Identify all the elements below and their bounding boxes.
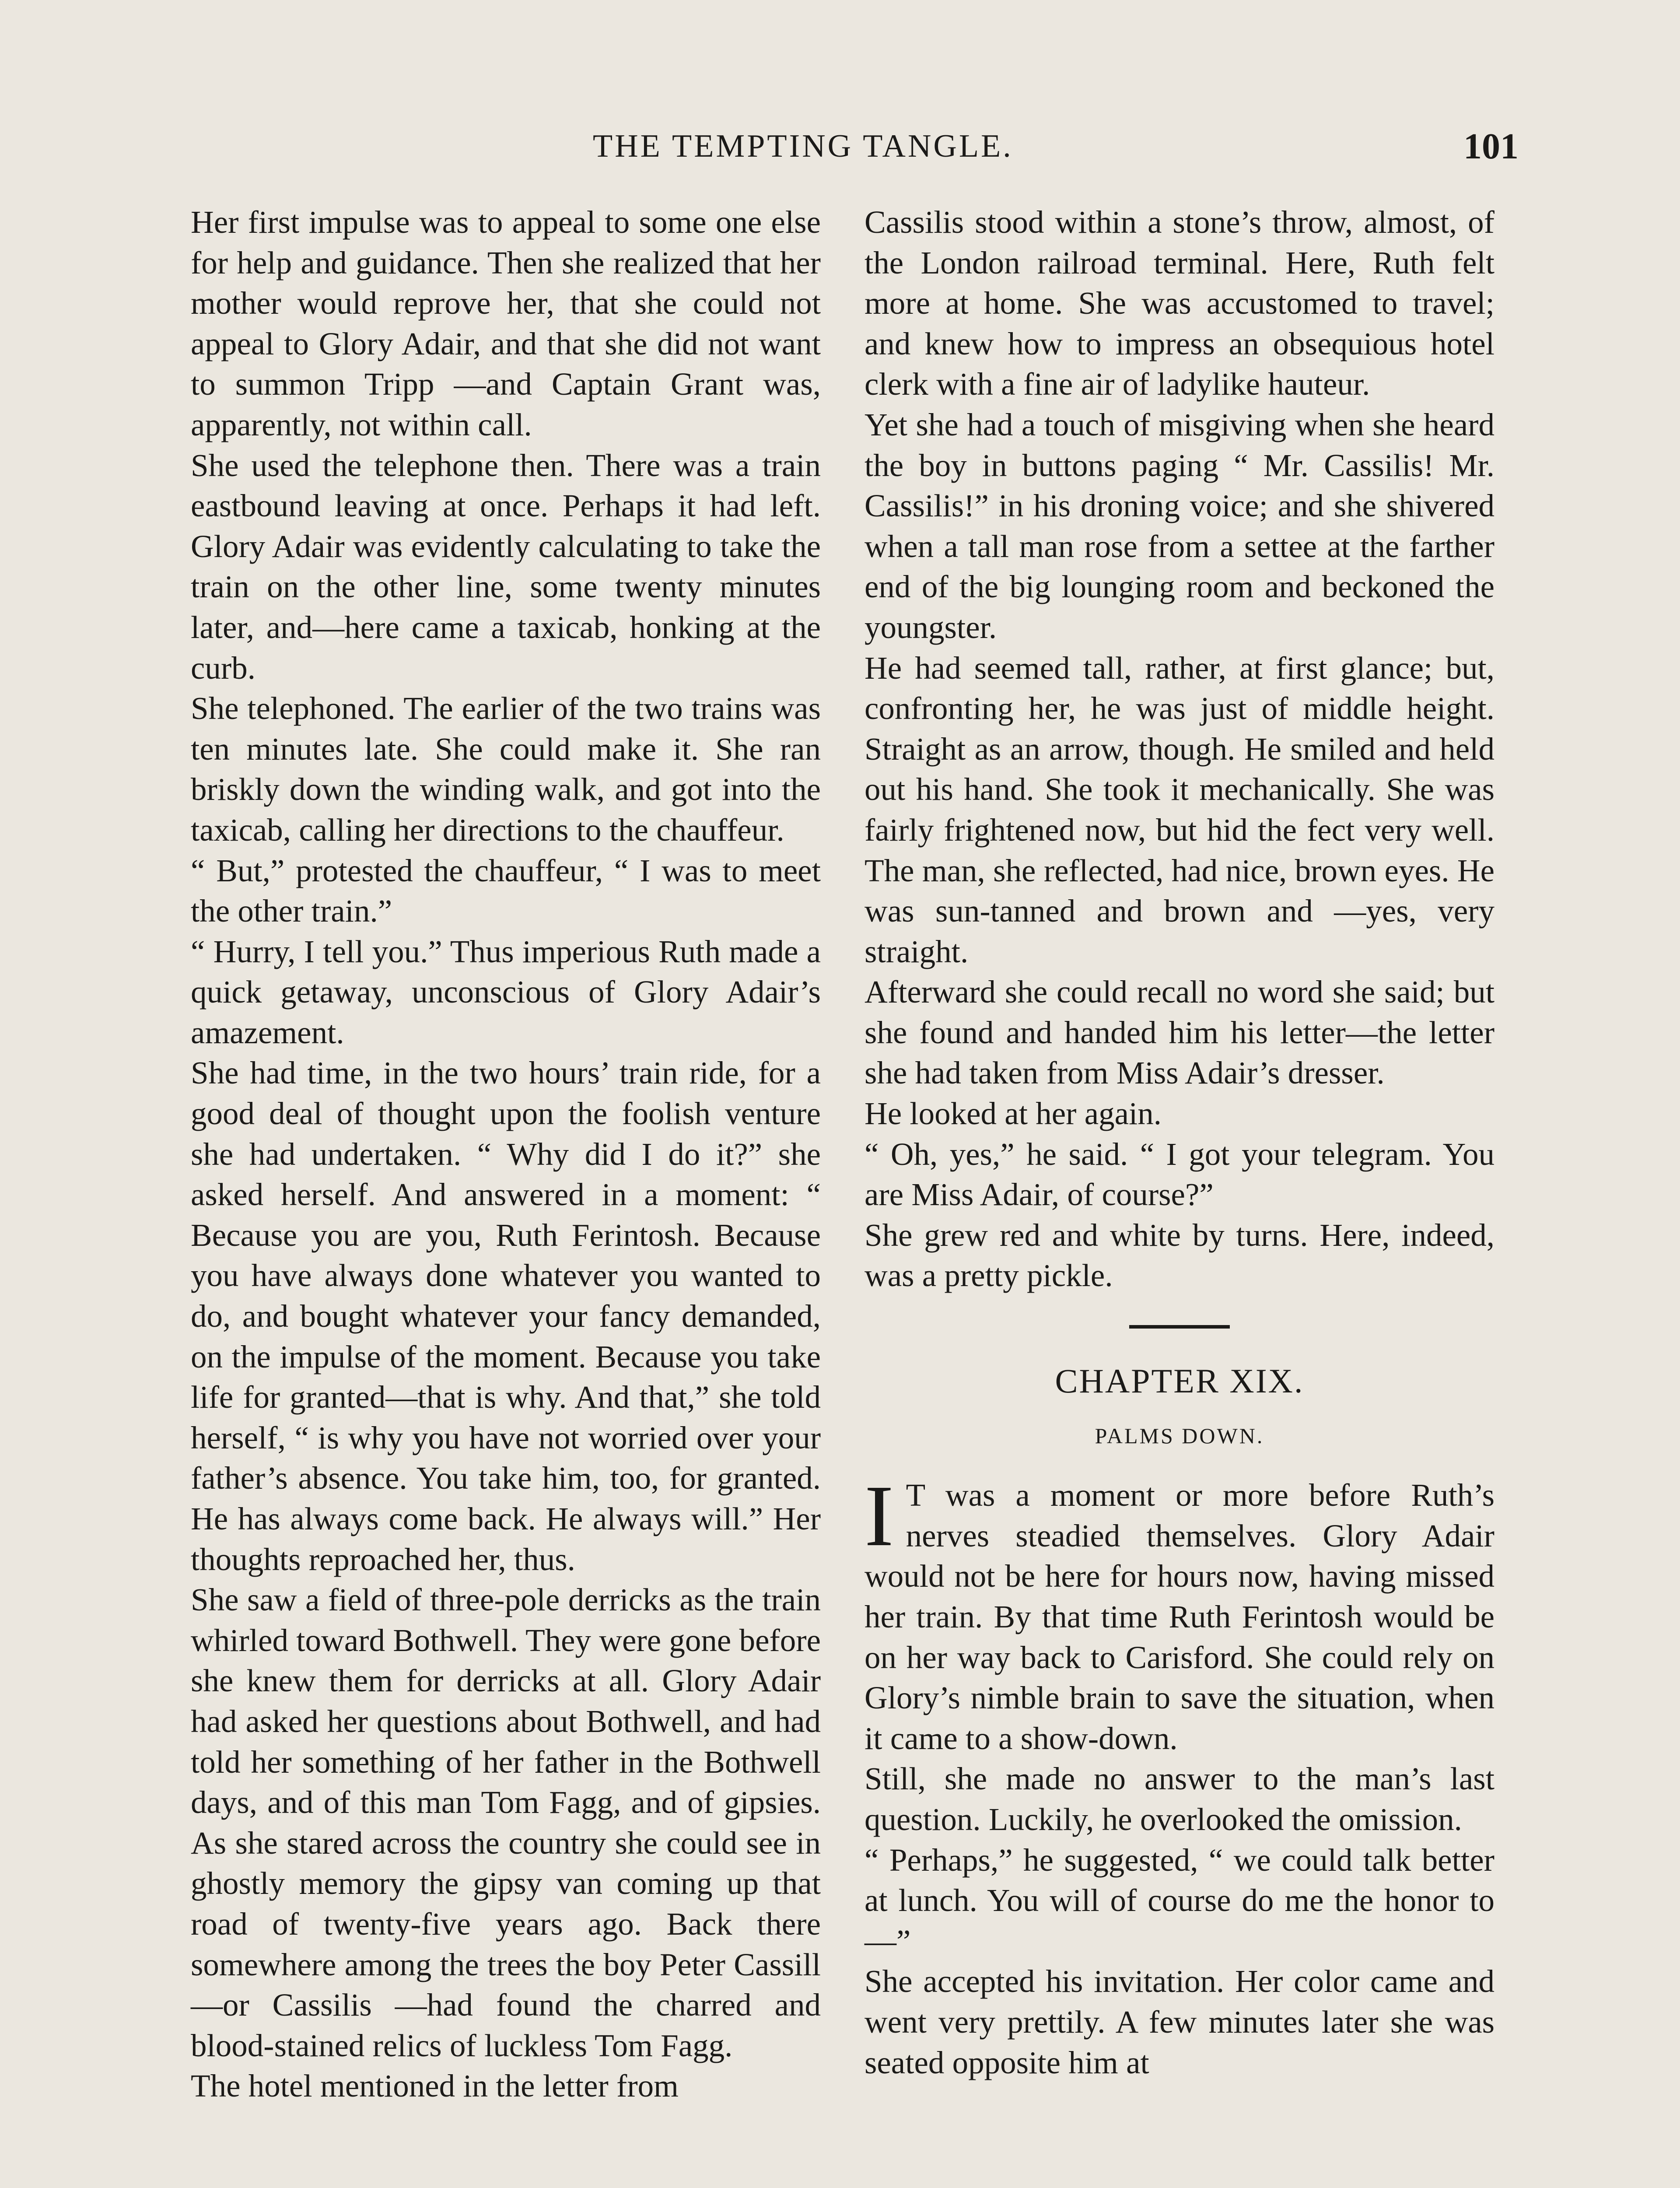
paragraph: Cassilis stood within a stone’s throw, almost, of the London railroad terminal. Here, Ruth felt more at home. She was accustomed to travel; and knew how to impress an obsequious hotel clerk with a fine air of ladylike hauteur.	[864, 204, 1494, 402]
paragraph: “ Oh, yes,” he said. “ I got your telegram. You are Miss Adair, of course?”	[864, 1136, 1494, 1213]
chapter-opening-text: T was a moment or more before Ruth’s nerves steadied themselves. Glory Adair would not be here for hours now, having missed her train. By that time Ruth Ferintosh would be on her way back to Carisford. She could rely on Glory’s nimble brain to save the situation, when it came to a show-down.	[864, 1477, 1494, 1756]
running-head	[0, 128, 1680, 172]
right-column	[864, 202, 1494, 2083]
paragraph: “ Perhaps,” he suggested, “ we could talk better at lunch. You will of course do me the honor to—”	[864, 1842, 1494, 1959]
running-title: THE TEMPTING TANGLE.	[593, 128, 1013, 164]
chapter-opening-paragraph	[864, 1468, 1494, 1759]
paragraph: Yet she had a touch of misgiving when she heard the boy in buttons paging “ Mr. Cassilis! Mr. Cassilis!” in his droning voice; and she shivered when a tall man rose from a settee at the farther end of the big lounging room and beckoned the youngster.	[864, 407, 1494, 645]
chapter-title: CHAPTER XIX.	[1055, 1362, 1304, 1400]
paragraph: She had time, in the two hours’ train ride, for a good deal of thought upon the foolish venture she had undertaken. “ Why did I do it?” she asked herself. And answered in a moment: “ Because you are you, Ruth Ferintosh. Because you have always done whatever you wanted to do, and bought whatever your fancy demanded, on the impulse of the moment. Because you take life for granted—that is why. And that,” she told herself, “ is why you have not worried over your father’s absence. You take him, too, for granted. He has always come back. He always will.” Her thoughts reproached her, thus.	[191, 1055, 821, 1577]
paragraph: Still, she made no answer to the man’s last question. Luckily, he overlooked the omission.	[864, 1761, 1494, 1837]
paragraph: Afterward she could recall no word she said; but she found and handed him his letter—the letter she had taken from Miss Adair’s dresser.	[864, 974, 1494, 1091]
page-number: 101	[1463, 126, 1519, 167]
paragraph: “ But,” protested the chauffeur, “ I was to meet the other train.”	[191, 852, 821, 929]
paragraph: She grew red and white by turns. Here, indeed, was a pretty pickle.	[864, 1217, 1494, 1294]
paragraph: “ Hurry, I tell you.” Thus imperious Ruth made a quick getaway, unconscious of Glory Adair’s amazement.	[191, 933, 821, 1050]
paragraph: She saw a field of three-pole derricks as the train whirled toward Bothwell. They were gone before she knew them for derricks at all. Glory Adair had asked her questions about Bothwell, and had told her something of her father in the Bothwell days, and of this man Tom Fagg, and of gipsies. As she stared across the country she could see in ghostly memory the gipsy van coming up that road of twenty-five years ago. Back there somewhere among the trees the boy Peter Cassill—or Cassilis —had found the charred and blood-stained relics of luckless Tom Fagg.	[191, 1582, 821, 2063]
paragraph: She telephoned. The earlier of the two trains was ten minutes late. She could make it. She ran briskly down the winding walk, and got into the taxicab, calling her directions to the chauffeur.	[191, 691, 821, 848]
paragraph: He looked at her again.	[864, 1096, 1162, 1132]
paragraph: She accepted his invitation. Her color came and went very prettily. A few minutes later she was seated opposite him at	[864, 1964, 1494, 2080]
paragraph: The hotel mentioned in the letter from	[191, 2068, 679, 2104]
left-column	[191, 202, 821, 2107]
paragraph: She used the telephone then. There was a train eastbound leaving at once. Perhaps it had left. Glory Adair was evidently calculating to take the train on the other line, some twenty minutes later, and—here came a taxicab, honking at the curb.	[191, 447, 821, 686]
paragraph: He had seemed tall, rather, at first glance; but, confronting her, he was just of middle height. Straight as an arrow, though. He smiled and held out his hand. She took it mechanically. She was fairly frightened now, but hid the fect very well. The man, she reflected, had nice, brown eyes. He was sun-tanned and brown and —yes, very straight.	[864, 650, 1494, 969]
chapter-subtitle: PALMS DOWN.	[1095, 1423, 1264, 1448]
paragraph: Her first impulse was to appeal to some one else for help and guidance. Then she realized that her mother would reprove her, that she could not appeal to Glory Adair, and that she did not want to summon Tripp —and Captain Grant was, apparently, not within call.	[191, 204, 821, 442]
section-divider	[1129, 1325, 1230, 1329]
drop-cap: I	[864, 1468, 894, 1565]
